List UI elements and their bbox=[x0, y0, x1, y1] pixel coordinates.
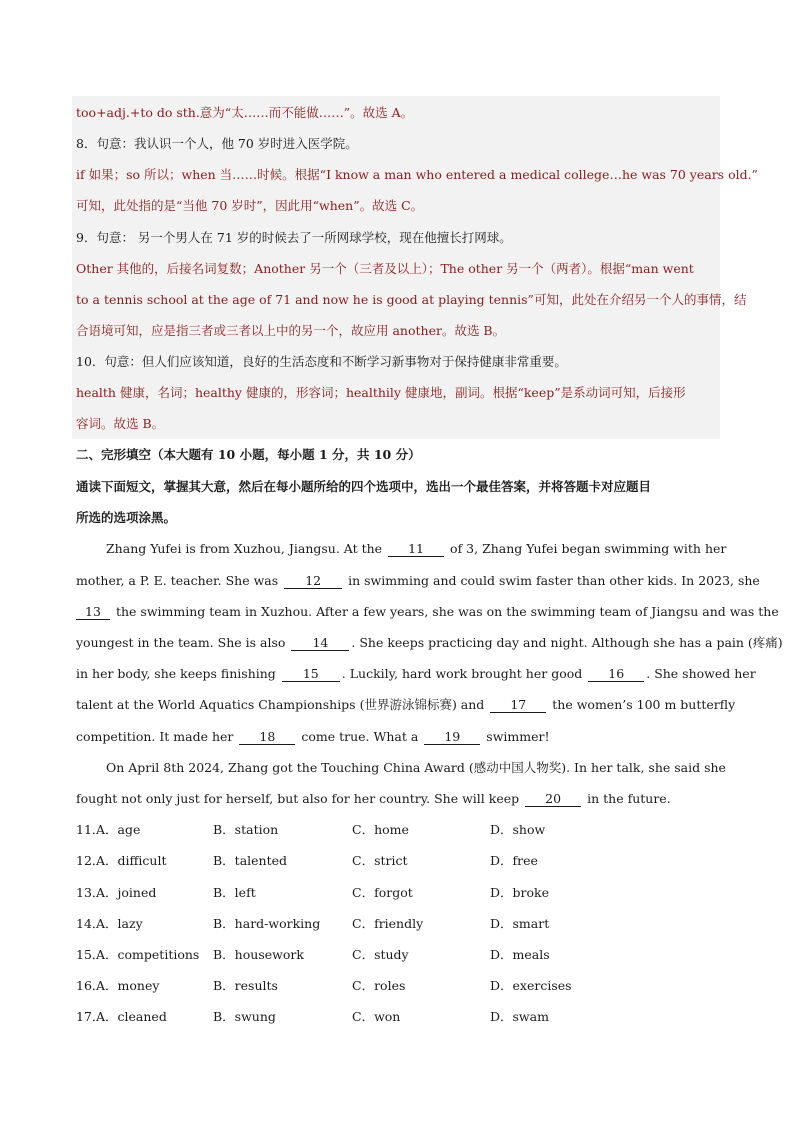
explanation-line: to a tennis school at the age of 71 and now he is good at playing tennis”可知，此处在介绍另一个人的事情，结 bbox=[76, 292, 747, 307]
section-heading: 二、完形填空（本大题有 10 小题，每小题 1 分，共 10 分） bbox=[76, 447, 421, 462]
option-d[interactable]: D．free bbox=[490, 853, 538, 868]
option-b[interactable]: B．talented bbox=[213, 853, 288, 868]
explanation-line: 9．句意： 另一个男人在 71 岁的时候去了一所网球学校，现在他擅长打网球。 bbox=[76, 230, 512, 245]
question-row-11 bbox=[76, 821, 720, 839]
option-b[interactable]: B．housework bbox=[213, 947, 304, 962]
option-a[interactable]: A．lazy bbox=[96, 916, 143, 931]
option-b[interactable]: B．left bbox=[213, 885, 256, 900]
section-instruction: 所选的选项涂黑。 bbox=[76, 510, 177, 525]
option-a[interactable]: A．joined bbox=[96, 885, 157, 900]
question-number: 11． bbox=[76, 822, 105, 837]
blank-11[interactable]: 11 bbox=[388, 541, 444, 557]
explanation-line: if 如果；so 所以；when 当……时候。根据“I know a man who entered a medical college…he was 70 years old.” bbox=[76, 167, 758, 182]
blank-16[interactable]: 16 bbox=[588, 666, 644, 682]
question-number: 16． bbox=[76, 978, 105, 993]
blank-15[interactable]: 15 bbox=[282, 666, 340, 682]
question-row-14 bbox=[76, 915, 720, 933]
option-c[interactable]: C．home bbox=[352, 822, 409, 837]
blank-17[interactable]: 17 bbox=[490, 697, 546, 713]
blank-20[interactable]: 20 bbox=[525, 791, 581, 807]
option-c[interactable]: C．won bbox=[352, 1009, 401, 1024]
option-d[interactable]: D．swam bbox=[490, 1009, 549, 1024]
passage-line: mother, a P. E. teacher. She was 12 in swimming and could swim faster than other kids. In 2023, she bbox=[76, 573, 760, 588]
option-b[interactable]: B．station bbox=[213, 822, 279, 837]
blank-13[interactable]: 13 bbox=[76, 604, 110, 620]
option-d[interactable]: D．meals bbox=[490, 947, 550, 962]
option-b[interactable]: B．swung bbox=[213, 1009, 276, 1024]
explanation-line: 8．句意：我认识一个人，他 70 岁时进入医学院。 bbox=[76, 136, 358, 151]
option-d[interactable]: D．broke bbox=[490, 885, 549, 900]
option-b[interactable]: B．hard-working bbox=[213, 916, 321, 931]
explanation-line: 容词。故选 B。 bbox=[76, 416, 165, 431]
passage-line: in her body, she keeps finishing 15 . Luckily, hard work brought her good 16 . She showed her bbox=[76, 666, 756, 681]
option-a[interactable]: A．cleaned bbox=[96, 1009, 167, 1024]
blank-19[interactable]: 19 bbox=[424, 729, 480, 745]
blank-18[interactable]: 18 bbox=[239, 729, 295, 745]
passage-line: fought not only just for herself, but also for her country. She will keep 20 in the future. bbox=[76, 791, 671, 806]
question-row-15 bbox=[76, 946, 720, 964]
option-c[interactable]: C．forgot bbox=[352, 885, 413, 900]
explanation-line: 10．句意：但人们应该知道，良好的生活态度和不断学习新事物对于保持健康非常重要。 bbox=[76, 354, 567, 369]
option-d[interactable]: D．show bbox=[490, 822, 546, 837]
question-row-13 bbox=[76, 884, 720, 902]
question-number: 12． bbox=[76, 853, 105, 868]
passage-line: On April 8th 2024, Zhang got the Touching China Award (感动中国人物奖). In her talk, she said she bbox=[106, 760, 726, 775]
option-d[interactable]: D．smart bbox=[490, 916, 550, 931]
explanation-line: health 健康，名词；healthy 健康的，形容词；healthily 健康地，副词。根据“keep”是系动词可知，后接形 bbox=[76, 385, 686, 400]
section-instruction: 通读下面短文，掌握其大意，然后在每小题所给的四个选项中，选出一个最佳答案，并将答题卡对应题目 bbox=[76, 479, 652, 494]
option-c[interactable]: C．strict bbox=[352, 853, 408, 868]
option-d[interactable]: D．exercises bbox=[490, 978, 572, 993]
question-row-12 bbox=[76, 852, 720, 870]
passage-line: talent at the World Aquatics Championships (世界游泳锦标赛) and 17 the women’s 100 m butterfly bbox=[76, 697, 736, 712]
option-a[interactable]: A．competitions bbox=[96, 947, 200, 962]
passage-line: youngest in the team. She is also 14 . She keeps practicing day and night. Although she has a pain (疼痛) bbox=[76, 635, 783, 650]
option-b[interactable]: B．results bbox=[213, 978, 278, 993]
blank-14[interactable]: 14 bbox=[291, 635, 349, 651]
option-c[interactable]: C．roles bbox=[352, 978, 406, 993]
passage-line: 13 the swimming team in Xuzhou. After a few years, she was on the swimming team of Jiangsu and was the bbox=[76, 603, 720, 621]
question-number: 15． bbox=[76, 947, 105, 962]
blank-12[interactable]: 12 bbox=[284, 573, 342, 589]
question-row-17 bbox=[76, 1008, 720, 1026]
option-a[interactable]: A．money bbox=[96, 978, 160, 993]
option-a[interactable]: A．difficult bbox=[96, 853, 167, 868]
explanation-line: 合语境可知，应是指三者或三者以上中的另一个，故应用 another。故选 B。 bbox=[76, 323, 506, 338]
option-a[interactable]: A．age bbox=[96, 822, 141, 837]
explanation-line: 可知，此处指的是“当他 70 岁时”，因此用“when”。故选 C。 bbox=[76, 198, 424, 213]
explanation-line: Other 其他的，后接名词复数；Another 另一个（三者及以上）；The other 另一个（两者）。根据“man went bbox=[76, 261, 694, 276]
option-c[interactable]: C．study bbox=[352, 947, 409, 962]
question-number: 17． bbox=[76, 1009, 105, 1024]
passage-line: competition. It made her 18 come true. What a 19 swimmer! bbox=[76, 729, 550, 744]
question-number: 13． bbox=[76, 885, 105, 900]
option-c[interactable]: C．friendly bbox=[352, 916, 424, 931]
passage-line: Zhang Yufei is from Xuzhou, Jiangsu. At the 11 of 3, Zhang Yufei began swimming with her bbox=[106, 541, 727, 556]
explanation-line: too+adj.+to do sth.意为“太……而不能做……”。故选 A。 bbox=[76, 105, 414, 120]
question-row-16 bbox=[76, 977, 720, 995]
question-number: 14． bbox=[76, 916, 105, 931]
